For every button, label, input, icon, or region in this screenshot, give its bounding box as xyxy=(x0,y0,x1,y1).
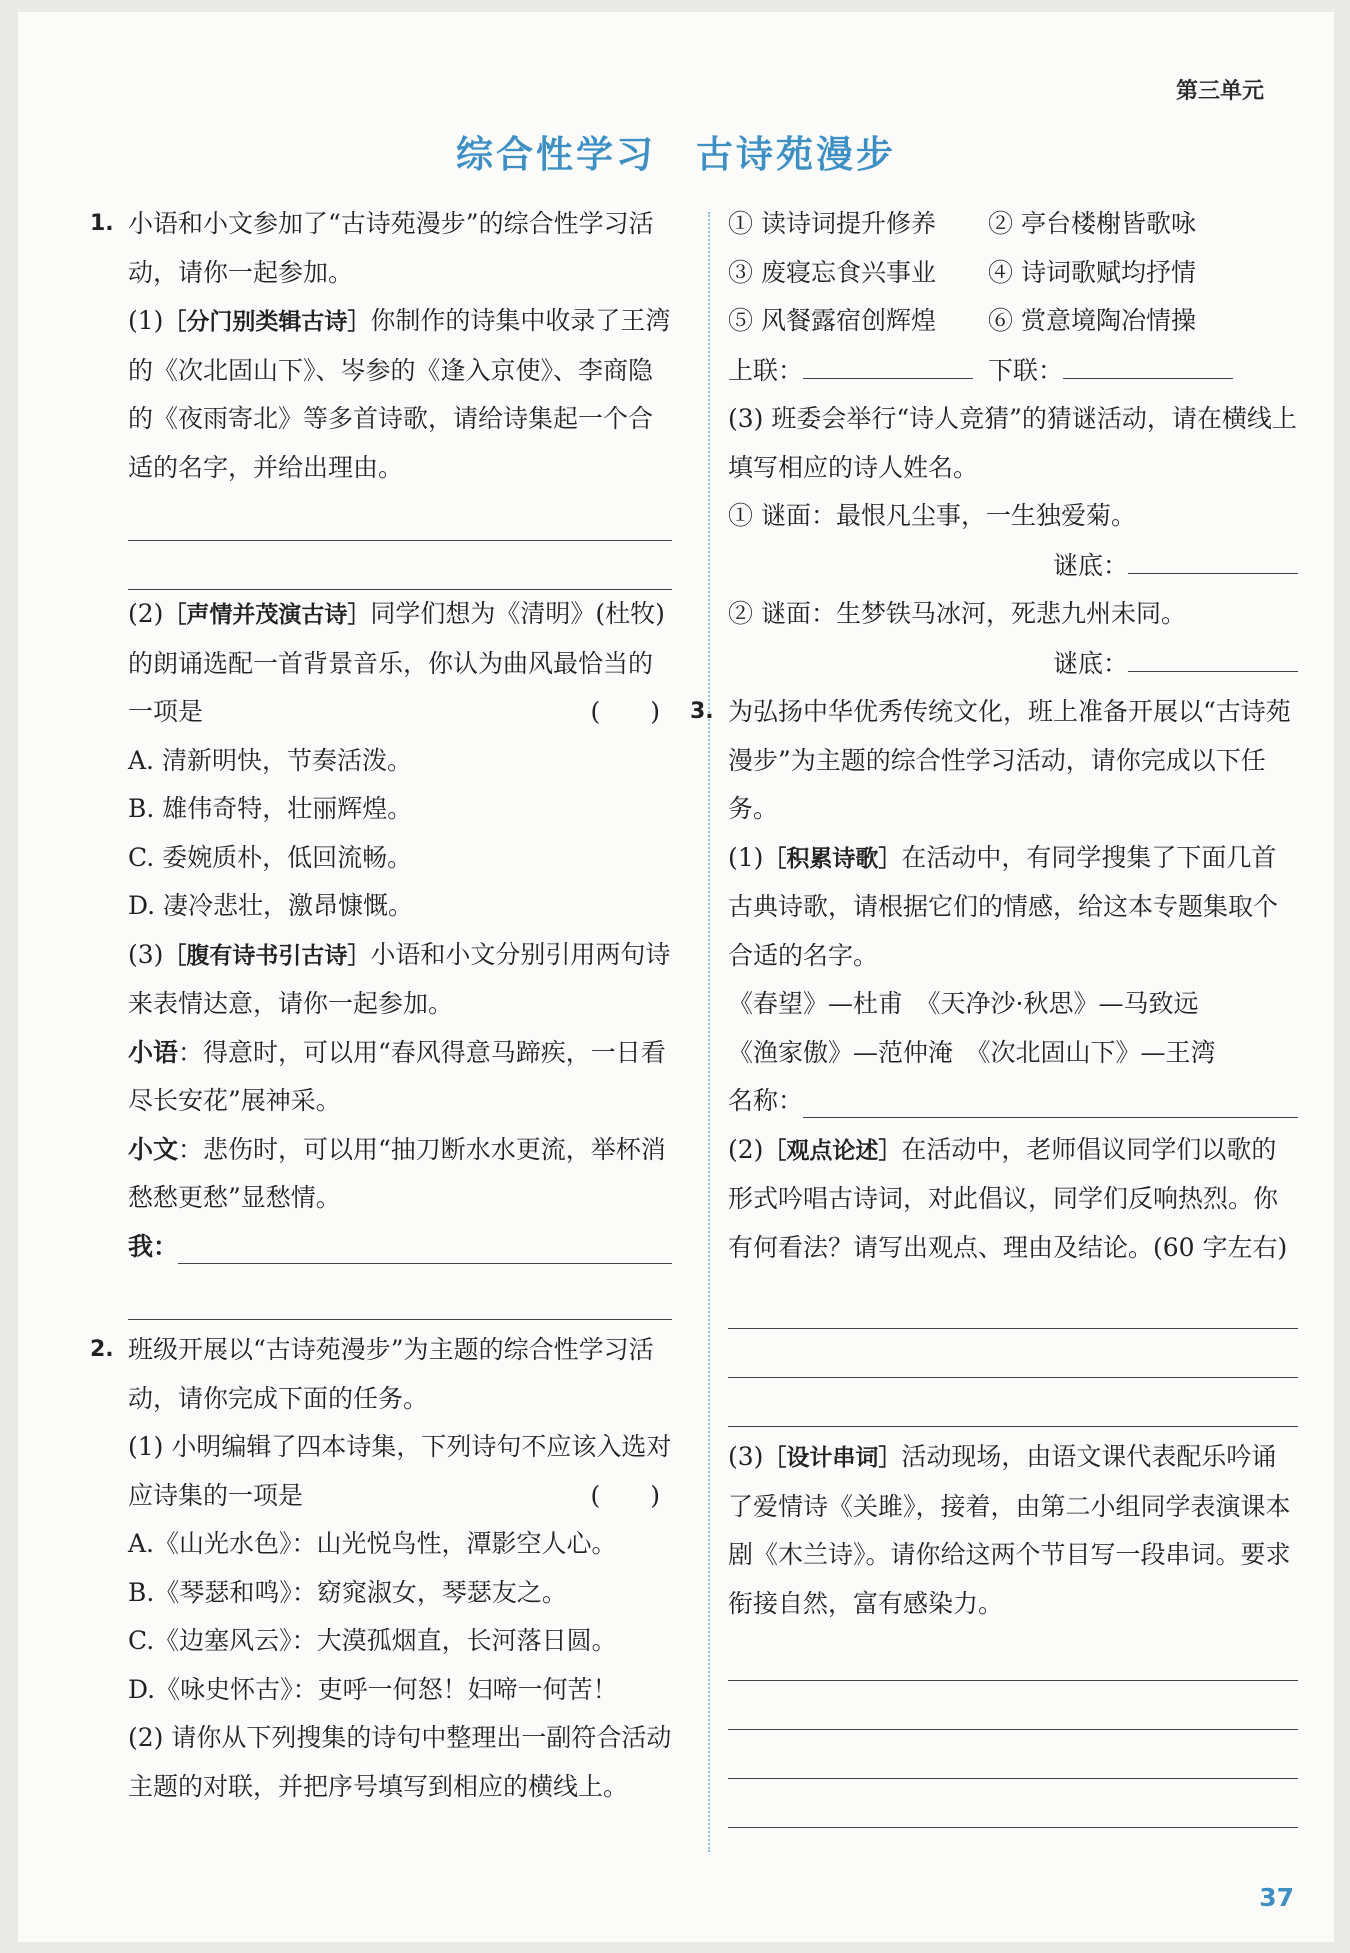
poem-list-line-1: 《春望》—杜甫 《天净沙·秋思》—马致远 xyxy=(728,989,1199,1018)
riddle-1-answer: 谜底： xyxy=(728,541,1298,591)
option-c[interactable]: C. 委婉质朴，低回流畅。 xyxy=(128,842,413,872)
option-d[interactable]: D.《咏史怀古》：吏呼一何怒！妇啼一何苦！ xyxy=(128,1674,618,1704)
option-a[interactable]: A. 清新明快，节奏活泼。 xyxy=(128,745,412,775)
answer-line[interactable] xyxy=(728,1779,1298,1828)
answer-line[interactable] xyxy=(728,1628,1298,1681)
collection-name-label: 名称： xyxy=(728,1086,804,1115)
sub-question-3-3: (3)［设计串词］活动现场，由语文课代表配乐吟诵了爱情诗《关雎》，接着，由第二小组同学表演课本剧《木兰诗》。请你给这两个节目写一段串词。要求衔接自然，富有感染力。 xyxy=(728,1442,1291,1618)
question-number: 2. xyxy=(90,1337,114,1362)
task-tag: ［分门别类辑古诗］ xyxy=(163,309,371,335)
couplet-item: ① 读诗词提升修养 xyxy=(728,209,936,238)
workbook-page xyxy=(18,12,1334,1942)
answer-blank[interactable] xyxy=(1128,541,1298,574)
poem-list-line-2: 《渔家傲》—范仲淹 《次北固山下》—王湾 xyxy=(728,1037,1216,1067)
sub-question-1-2: (2)［声情并茂演古诗］同学们想为《清明》(杜牧)的朗诵选配一首背景音乐，你认为曲风最恰当的一项是 ( ) xyxy=(128,590,672,737)
couplet-item: ② 亭台楼榭皆歌咏 xyxy=(988,209,1196,238)
sub-question-2-2: (2) 请你从下列搜集的诗句中整理出一副符合活动主题的对联，并把序号填写到相应的横线上。 xyxy=(128,1723,672,1801)
xiaowen-quote: 小文：悲伤时，可以用“抽刀断水水更流，举杯消愁愁更愁”显愁情。 xyxy=(128,1134,666,1212)
answer-parentheses[interactable]: ( ) xyxy=(590,697,660,726)
my-answer-row xyxy=(128,1223,672,1272)
task-tag: ［积累诗歌］ xyxy=(763,845,902,872)
couplet-item: ⑥ 赏意境陶冶情操 xyxy=(988,306,1196,335)
question-1 xyxy=(90,200,672,1320)
answer-line[interactable] xyxy=(128,1271,672,1320)
answer-line[interactable] xyxy=(728,1730,1298,1779)
couplet-options-row xyxy=(728,200,1298,249)
lower-couplet-blank[interactable] xyxy=(1063,346,1233,379)
option-b[interactable]: B. 雄伟奇特，壮丽辉煌。 xyxy=(128,794,413,823)
riddle-2-answer: 谜底： xyxy=(728,639,1298,689)
sub-question-1-1: (1)［分门别类辑古诗］你制作的诗集中收录了王湾的《次北固山下》、岑参的《逢入京使》、李商隐的《夜雨寄北》等多首诗歌，请给诗集起一个合适的名字，并给出理由。 xyxy=(128,306,671,482)
collection-name-row xyxy=(728,1077,1298,1126)
sub-question-2-3: (3) 班委会举行“诗人竞猜”的猜谜活动，请在横线上填写相应的诗人姓名。 xyxy=(728,404,1297,482)
sub-question-3-2: (2)［观点论述］在活动中，老师倡议同学们以歌的形式吟唱古诗词，对此倡议，同学们反响热烈。你有何看法？请写出观点、理由及结论。(60 字左右) xyxy=(728,1134,1288,1262)
question-number: 1. xyxy=(90,211,114,236)
sub-question-2-1: (1) 小明编辑了四本诗集，下列诗句不应该入选对应诗集的一项是 ( ) xyxy=(128,1423,672,1520)
question-number: 3. xyxy=(690,699,714,724)
upper-couplet-label: 上联： xyxy=(728,355,804,385)
answer-line[interactable] xyxy=(803,1077,1298,1118)
option-a[interactable]: A.《山光水色》：山光悦鸟性，潭影空人心。 xyxy=(128,1529,617,1558)
task-tag: ［设计串词］ xyxy=(763,1445,902,1471)
unit-label: 第三单元 xyxy=(1175,79,1264,104)
couplet-options-row xyxy=(728,249,1298,298)
option-d[interactable]: D. 凄冷悲壮，激昂慷慨。 xyxy=(128,891,414,920)
column-divider xyxy=(708,212,710,1852)
page-title: 综合性学习 古诗苑漫步 xyxy=(456,133,896,176)
page-number: 37 xyxy=(1259,1883,1294,1912)
answer-line[interactable] xyxy=(728,1378,1298,1427)
task-tag: ［腹有诗书引古诗］ xyxy=(163,942,371,969)
question-intro: 小语和小文参加了“古诗苑漫步”的综合性学习活动，请你一起参加。 xyxy=(128,209,654,287)
sub-question-3-1: (1)［积累诗歌］在活动中，有同学搜集了下面几首古典诗歌，请根据它们的情感，给这本专题集取个合适的名字。 xyxy=(728,842,1279,970)
riddle-2: ② 谜面：生梦铁马冰河，死悲九州未同。 xyxy=(728,599,1186,628)
sub-question-1-3: (3)［腹有诗书引古诗］小语和小文分别引用两句诗来表情达意，请你一起参加。 xyxy=(128,939,671,1018)
answer-parentheses[interactable]: ( ) xyxy=(590,1480,660,1510)
answer-blank[interactable] xyxy=(1128,639,1298,672)
my-answer-label: 我： xyxy=(128,1231,179,1261)
xiaoyu-quote: 小语：得意时，可以用“春风得意马蹄疾，一日看尽长安花”展神采。 xyxy=(128,1037,666,1115)
riddle-1: ① 谜面：最恨凡尘事，一生独爱菊。 xyxy=(728,501,1136,530)
lower-couplet-label: 下联： xyxy=(988,355,1064,385)
option-b[interactable]: B.《琴瑟和鸣》：窈窕淑女，琴瑟友之。 xyxy=(128,1577,567,1607)
couplet-options-row xyxy=(728,297,1298,346)
answer-line[interactable] xyxy=(728,1681,1298,1730)
answer-line[interactable] xyxy=(728,1272,1298,1329)
task-tag: ［观点论述］ xyxy=(763,1137,902,1164)
option-c[interactable]: C.《边塞风云》：大漠孤烟直，长河落日圆。 xyxy=(128,1626,617,1655)
upper-couplet-blank[interactable] xyxy=(803,346,973,379)
couplet-item: ⑤ 风餐露宿创辉煌 xyxy=(728,306,936,335)
left-column xyxy=(90,200,672,1811)
answer-line[interactable] xyxy=(128,541,672,590)
answer-line[interactable] xyxy=(128,492,672,541)
task-tag: ［声情并茂演古诗］ xyxy=(163,602,371,628)
couplet-item: ④ 诗词歌赋均抒情 xyxy=(988,257,1196,287)
question-3 xyxy=(690,688,1298,834)
couplet-answer-row xyxy=(728,346,1298,396)
couplet-item: ③ 废寝忘食兴事业 xyxy=(728,257,936,287)
answer-line[interactable] xyxy=(728,1329,1298,1378)
answer-line[interactable] xyxy=(178,1223,672,1264)
question-2 xyxy=(90,1326,672,1811)
right-column xyxy=(690,200,1298,1828)
question-intro: 为弘扬中华优秀传统文化，班上准备开展以“古诗苑漫步”为主题的综合性学习活动，请你完成以下任务。 xyxy=(728,697,1291,823)
question-intro: 班级开展以“古诗苑漫步”为主题的综合性学习活动，请你完成下面的任务。 xyxy=(128,1335,654,1413)
